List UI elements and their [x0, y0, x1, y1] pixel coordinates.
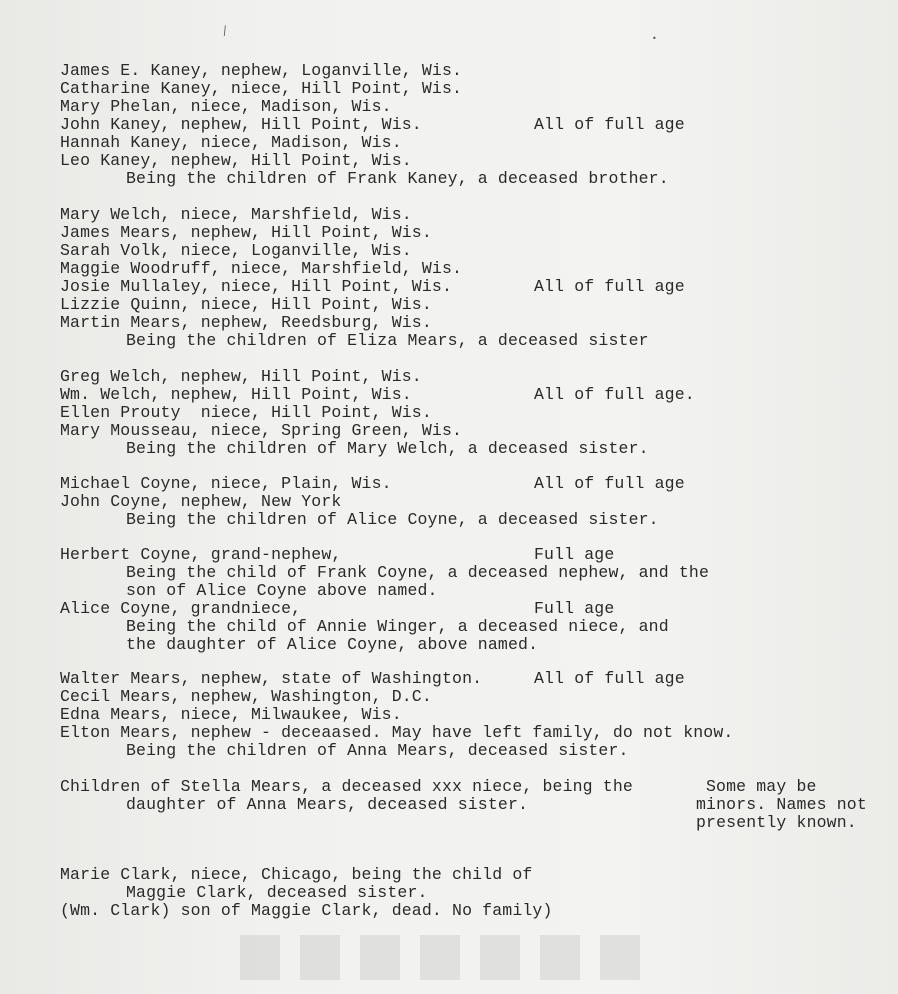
heir-entry: Maggie Woodruff, niece, Marshfield, Wis.	[60, 259, 463, 278]
heir-entry: John Kaney, nephew, Hill Point, Wis.	[60, 115, 422, 134]
relation-line: Being the children of Alice Coyne, a deceased sister.	[126, 510, 659, 529]
heir-entry: Wm. Welch, nephew, Hill Point, Wis.	[60, 385, 412, 404]
margin-note: minors. Names not	[696, 795, 867, 814]
relation-line: Being the child of Frank Coyne, a deceased nephew, and the	[126, 563, 709, 582]
heir-entry: Josie Mullaley, niece, Hill Point, Wis.	[60, 277, 453, 296]
relation-line: Being the children of Mary Welch, a deceased sister.	[126, 439, 649, 458]
relation-line: the daughter of Alice Coyne, above named.	[126, 635, 539, 654]
heir-entry: Mary Welch, niece, Marshfield, Wis.	[60, 205, 412, 224]
margin-note: presently known.	[696, 813, 857, 832]
heir-entry: (Wm. Clark) son of Maggie Clark, dead. No family)	[60, 901, 553, 920]
relation-line: Being the children of Anna Mears, deceased sister.	[126, 741, 629, 760]
heir-entry: Mary Phelan, niece, Madison, Wis.	[60, 97, 392, 116]
heir-entry: Cecil Mears, nephew, Washington, D.C.	[60, 687, 432, 706]
age-status: Full age	[534, 599, 615, 618]
letterhead-bleedthrough	[230, 925, 670, 985]
heir-entry: Leo Kaney, nephew, Hill Point, Wis.	[60, 151, 412, 170]
heir-entry: Herbert Coyne, grand-nephew,	[60, 545, 342, 564]
heir-entry: Greg Welch, nephew, Hill Point, Wis.	[60, 367, 422, 386]
relation-line: Being the children of Eliza Mears, a deceased sister	[126, 331, 649, 350]
age-status: All of full age	[534, 474, 685, 493]
heir-entry: Alice Coyne, grandniece,	[60, 599, 302, 618]
heir-entry: Ellen Prouty niece, Hill Point, Wis.	[60, 403, 432, 422]
heir-entry: Catharine Kaney, niece, Hill Point, Wis.	[60, 79, 463, 98]
margin-note: Some may be	[706, 777, 817, 796]
heir-entry: Martin Mears, nephew, Reedsburg, Wis.	[60, 313, 432, 332]
heir-entry: Marie Clark, niece, Chicago, being the child of	[60, 865, 533, 884]
relation-line: daughter of Anna Mears, deceased sister.	[126, 795, 529, 814]
age-status: All of full age	[534, 277, 685, 296]
heir-entry: Walter Mears, nephew, state of Washington.	[60, 669, 483, 688]
age-status: Full age	[534, 545, 615, 564]
stray-dot: •	[652, 34, 657, 43]
heir-entry: John Coyne, nephew, New York	[60, 492, 342, 511]
heir-entry: Edna Mears, niece, Milwaukee, Wis.	[60, 705, 402, 724]
heir-entry: Mary Mousseau, niece, Spring Green, Wis.	[60, 421, 463, 440]
heir-entry: James E. Kaney, nephew, Loganville, Wis.	[60, 61, 463, 80]
relation-line: Being the children of Frank Kaney, a deceased brother.	[126, 169, 669, 188]
age-status: All of full age	[534, 115, 685, 134]
heir-entry: Michael Coyne, niece, Plain, Wis.	[60, 474, 392, 493]
relation-line: Being the child of Annie Winger, a deceased niece, and	[126, 617, 669, 636]
heir-entry: Hannah Kaney, niece, Madison, Wis.	[60, 133, 402, 152]
stray-mark: ⁄	[221, 24, 229, 38]
heir-entry: Children of Stella Mears, a deceased xxx niece, being the	[60, 777, 633, 796]
relation-line: Maggie Clark, deceased sister.	[126, 883, 428, 902]
heir-entry: Elton Mears, nephew - deceaased. May have left family, do not know.	[60, 723, 734, 742]
heir-entry: Sarah Volk, niece, Loganville, Wis.	[60, 241, 412, 260]
relation-line: son of Alice Coyne above named.	[126, 581, 438, 600]
age-status: All of full age.	[534, 385, 695, 404]
heir-entry: Lizzie Quinn, niece, Hill Point, Wis.	[60, 295, 432, 314]
heir-entry: James Mears, nephew, Hill Point, Wis.	[60, 223, 432, 242]
age-status: All of full age	[534, 669, 685, 688]
